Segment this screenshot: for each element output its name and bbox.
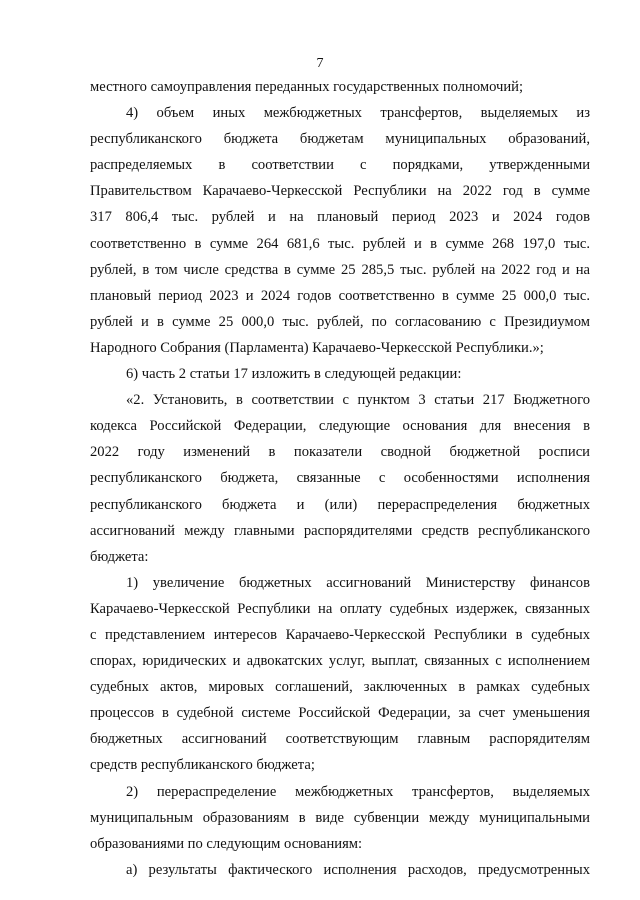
text-line: Правительством Карачаево-Черкесской Республики на 2022 год в сумме [90,183,590,200]
text-line: 2) перераспределение межбюджетных трансфертов, выделяемых [126,783,590,800]
text-line: распределяемых в соответствии с порядками, утвержденными [90,157,590,174]
text-line: соответственно в сумме 264 681,6 тыс. рублей и в сумме 268 197,0 тыс. [90,235,590,252]
text-line: а) результаты фактического исполнения расходов, предусмотренных [126,861,590,878]
text-line: «2. Установить, в соответствии с пунктом 3 статьи 217 Бюджетного [126,392,590,409]
text-line: средств республиканского бюджета; [90,757,315,774]
text-line: 317 806,4 тыс. рублей и на плановый период 2023 и 2024 годов [90,209,590,226]
text-line: Народного Собрания (Парламента) Карачаево-Черкесской Республики.»; [90,339,544,356]
text-line: процессов в судебной системе Российской Федерации, за счет уменьшения [90,705,590,722]
document-body [90,74,590,883]
text-line: Карачаево-Черкесской Республики на оплату судебных издержек, связанных [90,600,590,617]
text-line: бюджета: [90,548,149,565]
text-line: образованиями по следующим основаниям: [90,835,363,852]
text-line: ассигнований между главными распорядителями средств республиканского [90,522,590,539]
text-line: 6) часть 2 статьи 17 изложить в следующей редакции: [126,366,462,383]
text-line: 4) объем иных межбюджетных трансфертов, выделяемых из [126,105,590,122]
text-line: муниципальным образованиям в виде субвенции между муниципальными [90,809,590,826]
text-line: 2022 году изменений в показатели сводной бюджетной росписи [90,444,590,461]
text-line: спорах, юридических и адвокатских услуг, выплат, связанных с исполнением [90,653,590,670]
text-line: местного самоуправления переданных государственных полномочий; [90,79,524,95]
text-line: республиканского бюджета бюджетам муниципальных образований, [90,131,590,148]
text-line: судебных актов, мировых соглашений, заключенных в рамках судебных [90,679,590,696]
text-line: 1) увеличение бюджетных ассигнований Министерству финансов [126,574,590,591]
text-line: с представлением интересов Карачаево-Черкесской Республики в судебных [90,626,590,643]
text-line: республиканского бюджета и (или) перераспределения бюджетных [90,496,590,513]
text-line: кодекса Российской Федерации, следующие основания для внесения в [90,418,590,435]
page-number: 7 [316,56,324,71]
text-line: рублей, в том числе средства в сумме 25 285,5 тыс. рублей на 2022 год и на [90,261,590,278]
text-line: бюджетных ассигнований соответствующим главным распорядителям [90,731,590,748]
text-line: плановый период 2023 и 2024 годов соответственно в сумме 25 000,0 тыс. [90,287,590,304]
text-line: республиканского бюджета, связанные с особенностями исполнения [90,470,590,487]
text-line: рублей и в сумме 25 000,0 тыс. рублей, по согласованию с Президиумом [90,313,590,330]
